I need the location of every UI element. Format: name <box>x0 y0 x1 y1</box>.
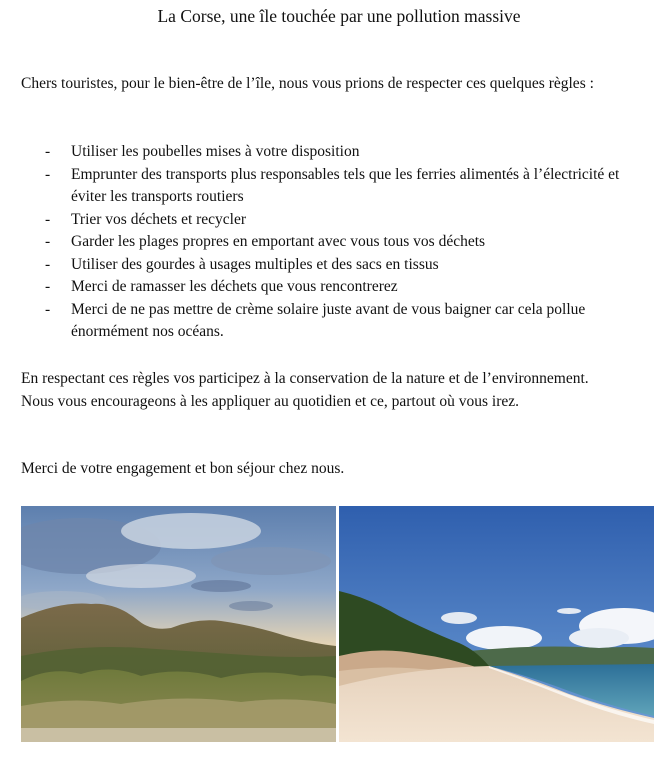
bullet-dash: - <box>45 210 51 228</box>
list-item <box>21 209 641 232</box>
bullet-dash: - <box>45 233 51 250</box>
rules-list <box>21 141 641 344</box>
bullet-dash: - <box>45 143 51 160</box>
bullet-dash: - <box>45 165 51 183</box>
list-item <box>21 231 641 254</box>
rule-text: Merci de ne pas mettre de crème solaire juste avant de vous baigner car cela pollue énormément nos océans. <box>71 300 586 340</box>
intro-paragraph: Chers touristes, pour le bien-être de l’île, nous vous prions de respecter ces quelques règles : <box>21 75 594 92</box>
list-item <box>21 164 641 209</box>
rule-text: Utiliser des gourdes à usages multiples et des sacs en tissus <box>71 255 439 273</box>
rule-text: Garder les plages propres en emportant avec vous tous vos déchets <box>71 233 486 250</box>
thanks-line: Merci de votre engagement et bon séjour chez nous. <box>21 460 345 477</box>
list-item <box>21 276 641 299</box>
mountain-landscape-photo <box>21 506 336 742</box>
list-item <box>21 299 641 344</box>
rule-text: Utiliser les poubelles mises à votre disposition <box>71 143 360 160</box>
closing-line-2: Nous vous encourageons à les appliquer au quotidien et ce, partout où vous irez. <box>21 392 520 410</box>
bullet-dash: - <box>45 300 51 318</box>
mountain-landscape-image <box>21 506 336 742</box>
list-item <box>21 141 641 164</box>
bullet-dash: - <box>45 255 51 273</box>
beach-image <box>339 506 654 742</box>
rule-text: Merci de ramasser les déchets que vous rencontrerez <box>71 278 398 295</box>
list-item <box>21 254 641 277</box>
rule-text: Emprunter des transports plus responsables tels que les ferries alimentés à l’électricité et éviter les transports routiers <box>71 165 620 205</box>
document-title: La Corse, une île touchée par une pollution massive <box>157 6 521 26</box>
rule-text: Trier vos déchets et recycler <box>71 210 247 228</box>
beach-photo <box>339 506 654 742</box>
closing-paragraph <box>21 368 641 413</box>
bullet-dash: - <box>45 278 51 295</box>
closing-line-1: En respectant ces règles vos participez à la conservation de la nature et de l’environnement. <box>21 370 589 387</box>
